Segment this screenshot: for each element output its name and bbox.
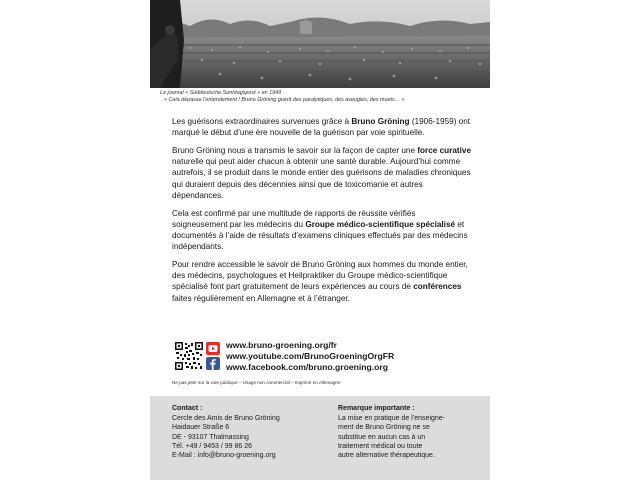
link-lines: [226, 340, 476, 373]
fineprint: Ne pas jeter sur la voie publique – Usage non commercial – Imprimé en Allemagne: [172, 380, 341, 385]
note-line-1: La mise en pratique de l’enseigne-: [338, 415, 446, 423]
note-heading: Remarque importante :: [338, 405, 415, 412]
paragraph-1: [172, 116, 472, 138]
note-line-2: ment de Bruno Gröning ne se: [338, 424, 430, 432]
flyer-page: [150, 0, 490, 480]
paragraph-3-text-c: et documentés à l’aide de résultats d’examens cliniques effectués par des médecins indépendants.: [172, 219, 468, 252]
contact-email[interactable]: E-Mail : info@bruno-groening.org: [172, 452, 276, 460]
paragraph-1-text-c: (1906-1959) ont marqué le début d’une ère nouvelle de la guérison par voie spirituelle.: [172, 117, 471, 138]
paragraph-4-text-a: Pour rendre accessible le savoir de Bruno Gröning aux hommes du monde entier, des médecins, psychologues et Heilpraktiker du Groupe médico-scientifique spécialisé font part gratuitement de leurs expériences au cours de: [172, 260, 468, 292]
contact-org: Cercle des Amis de Bruno Gröning: [172, 415, 280, 423]
contact-city: DE - 93107 Thalmassing: [172, 433, 249, 441]
website-link[interactable]: www.bruno-groening.org/fr: [226, 340, 337, 350]
links-block: [172, 340, 472, 374]
facebook-link[interactable]: www.facebook.com/bruno.groening.org: [226, 362, 389, 372]
note-block: [338, 404, 478, 460]
paragraph-4-text-c: faites régulièrement en Allemagne et à l’étranger.: [172, 293, 350, 303]
qr-code-icon[interactable]: [175, 342, 203, 370]
paragraph-1-bold: Bruno Gröning: [351, 117, 410, 126]
contact-block: [172, 404, 322, 460]
historic-crowd-photo: [150, 0, 490, 88]
contact-phone: Tél. +49 / 9453 / 99 86 26: [172, 442, 252, 450]
contact-street: Haidauer Straße 6: [172, 424, 230, 432]
paragraph-3-bold: Groupe médico-scientifique spécialisé: [305, 219, 456, 229]
paragraph-2-bold: force curative: [417, 146, 472, 155]
caption-quote: « Cela dépasse l’entendement ! Bruno Gröning guérit des paralytiques, des aveugles, des muets… »: [164, 97, 405, 104]
paragraph-2-text-c: naturelle qui peut aider chacun à obtenir une santé durable. Aujourd’hui comme autrefois, il se produit dans le monde entier des guérisons de maladies chroniques qui duraient depuis des décennies ainsi que de toxicomanie et autres dépendances.: [172, 157, 471, 200]
paragraph-3: [172, 208, 472, 253]
paragraph-3-text-a: Cela est confirmé par une multitude de rapports de réussite vérifiés soigneusement par les médecins du: [172, 208, 416, 229]
note-line-5: autre alternative thérapeutique.: [338, 452, 435, 460]
paragraph-4: [172, 259, 472, 304]
footer: [150, 396, 490, 480]
note-line-4: traitement médical ou toute: [338, 442, 423, 450]
note-line-3: substitue en aucun cas à un: [338, 433, 426, 441]
paragraph-4-bold: conférences: [413, 282, 462, 292]
paragraph-1-text-a: Les guérisons extraordinaires survenues grâce à: [172, 117, 352, 126]
caption-source: Le journal « Süddeutsche Sonntagspost » en 1949 :: [160, 90, 285, 96]
paragraph-2: [172, 145, 472, 201]
contact-heading: Contact :: [172, 405, 203, 412]
paragraph-2-text-a: Bruno Gröning nous a transmis le savoir sur la façon de capter une: [172, 146, 418, 155]
photo-caption: [160, 90, 490, 104]
facebook-icon[interactable]: [206, 357, 220, 370]
youtube-icon[interactable]: [206, 342, 220, 355]
youtube-link[interactable]: www.youtube.com/BrunoGroeningOrgFR: [226, 351, 395, 361]
body-text: [172, 116, 472, 310]
